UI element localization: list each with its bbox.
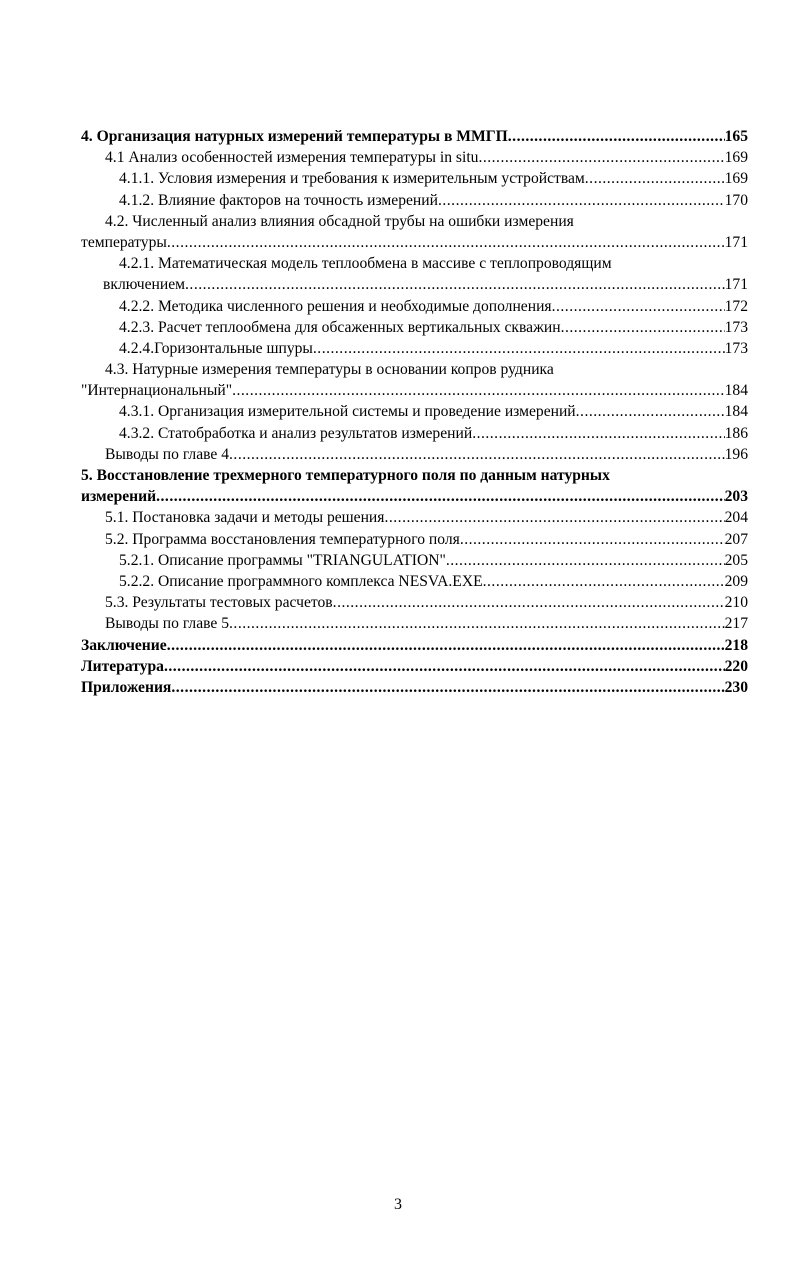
dot-leader [156, 486, 724, 507]
toc-entry-page: 207 [724, 530, 748, 548]
dot-leader [508, 126, 725, 147]
toc-entry-page: 220 [724, 657, 748, 675]
toc-entry-page: 196 [724, 445, 748, 463]
toc-entry-title: 5.3. Результаты тестовых расчетов [105, 594, 333, 612]
toc-entry-title: 5.2. Программа восстановления температурного поля [105, 530, 460, 548]
toc-entry-title: 5.2.2. Описание программного комплекса NESVA.EXE [119, 572, 483, 590]
toc-entry-title: 4.2.2. Методика численного решения и необходимые дополнения [119, 297, 552, 315]
toc-entry-chapter-4[interactable] [81, 126, 748, 147]
dot-leader [483, 571, 725, 592]
toc-entry-title: Выводы по главе 4 [105, 445, 230, 463]
toc-entry-title-continued: измерений [81, 488, 157, 506]
toc-entry-4-2-2[interactable] [81, 296, 748, 317]
dot-leader [585, 168, 725, 189]
dot-leader [478, 147, 724, 168]
toc-entry-title: 4.2.4.Горизонтальные шпуры [119, 339, 313, 357]
dot-leader [460, 529, 725, 550]
toc-entry-title: 5.2.1. Описание программы "TRIANGULATION" [119, 551, 446, 569]
table-of-contents [81, 126, 748, 698]
toc-entry-title: 4.1 Анализ особенностей измерения температуры in situ [105, 149, 479, 167]
toc-entry-page: 203 [724, 488, 748, 506]
toc-entry-title: 4.2.3. Расчет теплообмена для обсаженных вертикальных скважин [119, 318, 561, 336]
toc-entry-page: 230 [724, 678, 748, 696]
toc-entry-page: 210 [724, 594, 748, 612]
toc-entry-title-continued: температуры [81, 233, 167, 251]
toc-entry-title: Заключение [81, 636, 167, 654]
toc-entry-4-2-3[interactable] [81, 317, 748, 338]
toc-entry-title: 4.2.1. Математическая модель теплообмена в массиве с теплопроводящим [119, 255, 612, 273]
dot-leader [185, 274, 725, 295]
toc-entry-5-1[interactable] [81, 507, 748, 528]
dot-leader [552, 296, 725, 317]
toc-entry-page: 204 [724, 509, 748, 527]
toc-entry-page: 184 [724, 382, 748, 400]
toc-entry-4-3-1[interactable] [81, 401, 748, 422]
dot-leader [472, 423, 724, 444]
dot-leader [232, 380, 725, 401]
toc-entry-page: 169 [724, 149, 748, 167]
dot-leader [171, 677, 724, 698]
dot-leader [446, 550, 725, 571]
toc-entry-title: 4. Организация натурных измерений температуры в ММГП [81, 128, 508, 145]
toc-entry-4-2-4[interactable] [81, 338, 748, 359]
toc-entry-page: 186 [724, 424, 748, 442]
toc-entry-conclusions-4[interactable] [81, 444, 748, 465]
toc-entry-page: 170 [724, 191, 748, 209]
toc-entry-title: Литература [81, 657, 164, 675]
toc-entry-page: 165 [724, 128, 748, 145]
toc-entry-5-2[interactable] [81, 529, 748, 550]
toc-entry-4-2[interactable] [81, 211, 748, 253]
toc-entry-title: 4.3.2. Статобработка и анализ результатов измерений [119, 424, 473, 442]
toc-entry-title: Приложения [81, 678, 172, 696]
toc-entry-title: 4.1.1. Условия измерения и требования к измерительным устройствам [119, 170, 585, 188]
toc-entry-5-3[interactable] [81, 592, 748, 613]
toc-entry-5-2-1[interactable] [81, 550, 748, 571]
toc-entry-title-continued: включением [103, 276, 186, 294]
toc-entry-chapter-5[interactable] [81, 465, 748, 507]
page-number: 3 [394, 1196, 402, 1213]
toc-entry-conclusion[interactable] [81, 635, 748, 656]
toc-entry-4-1[interactable] [81, 147, 748, 168]
dot-leader [313, 338, 725, 359]
toc-entry-page: 218 [724, 636, 748, 654]
toc-entry-page: 171 [724, 276, 748, 294]
dot-leader [576, 401, 725, 422]
dot-leader [167, 635, 725, 656]
toc-entry-title: Выводы по главе 5 [105, 615, 230, 633]
toc-entry-appendices[interactable] [81, 677, 748, 698]
toc-entry-5-2-2[interactable] [81, 571, 748, 592]
dot-leader [229, 613, 725, 634]
toc-entry-page: 184 [724, 403, 748, 421]
toc-entry-title: 4.3. Натурные измерения температуры в основании копров рудника [105, 361, 554, 379]
toc-entry-4-3[interactable] [81, 359, 748, 401]
toc-entry-title: 4.2. Численный анализ влияния обсадной трубы на ошибки измерения [105, 212, 574, 230]
toc-entry-literature[interactable] [81, 656, 748, 677]
toc-entry-4-2-1[interactable] [81, 253, 748, 295]
dot-leader [167, 232, 725, 253]
dot-leader [561, 317, 725, 338]
toc-entry-page: 173 [724, 318, 748, 336]
toc-entry-title: 4.3.1. Организация измерительной системы и проведение измерений [119, 403, 576, 421]
toc-entry-page: 169 [724, 170, 748, 188]
toc-entry-title: 5.1. Постановка задачи и методы решения [105, 509, 385, 527]
dot-leader [384, 507, 724, 528]
toc-entry-title: 5. Восстановление трехмерного температурного поля по данным натурных [81, 467, 610, 484]
toc-entry-4-1-1[interactable] [81, 168, 748, 189]
toc-entry-title: 4.1.2. Влияние факторов на точность измерений [119, 191, 438, 209]
dot-leader [438, 190, 725, 211]
toc-entry-title-continued: "Интернациональный" [81, 382, 233, 400]
toc-entry-page: 205 [724, 551, 748, 569]
toc-entry-page: 172 [724, 297, 748, 315]
toc-entry-page: 217 [724, 615, 748, 633]
dot-leader [229, 444, 725, 465]
toc-entry-4-3-2[interactable] [81, 423, 748, 444]
toc-entry-page: 209 [724, 572, 748, 590]
toc-entry-4-1-2[interactable] [81, 190, 748, 211]
dot-leader [333, 592, 725, 613]
toc-entry-page: 171 [724, 233, 748, 251]
dot-leader [164, 656, 725, 677]
toc-entry-page: 173 [724, 339, 748, 357]
toc-entry-conclusions-5[interactable] [81, 613, 748, 634]
